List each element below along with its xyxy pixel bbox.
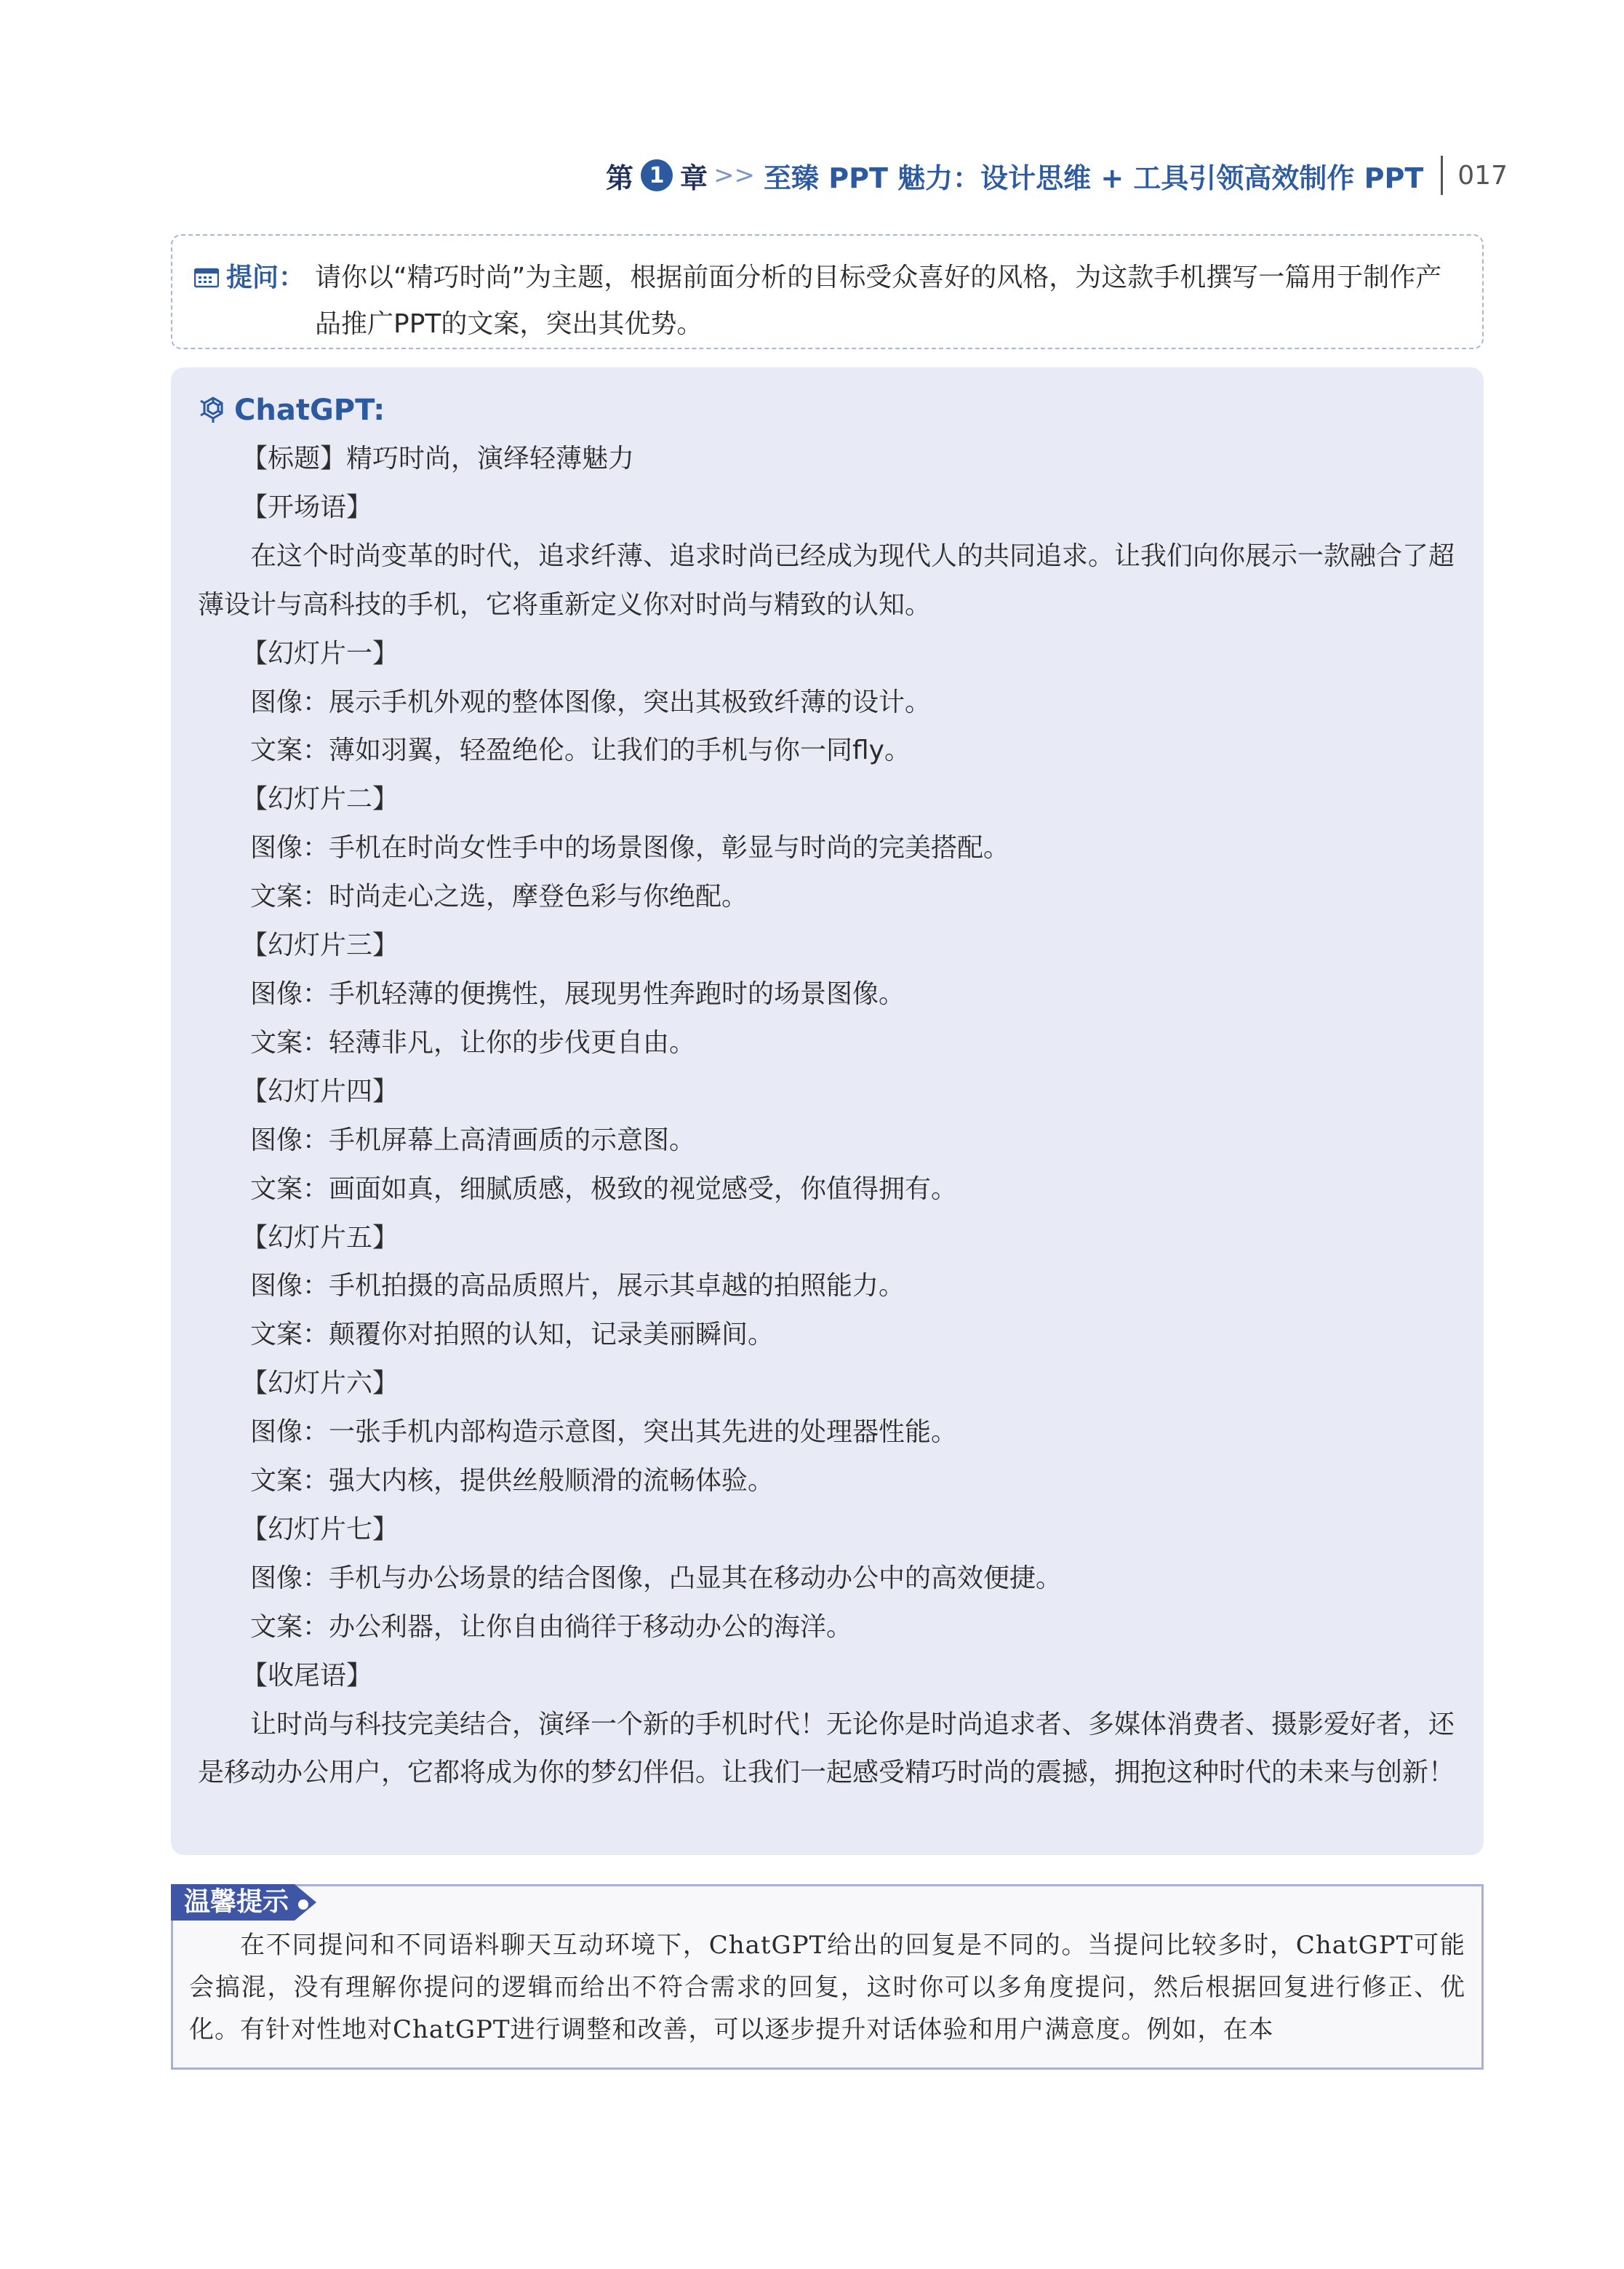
slide-4-copy: 文案：画面如真，细腻质感，极致的视觉感受，你值得拥有。 — [250, 1173, 958, 1204]
slide-5-image: 图像：手机拍摄的高品质照片，展示其卓越的拍照能力。 — [250, 1271, 905, 1301]
closing-heading: 【收尾语】 — [241, 1660, 373, 1691]
slide-1-image: 图像：展示手机外观的整体图像，突出其极致纤薄的设计。 — [250, 687, 932, 717]
tip-box — [171, 1884, 1484, 2070]
keyboard-icon — [194, 267, 219, 289]
slide-6-image: 图像：一张手机内部构造示意图，突出其先进的处理器性能。 — [250, 1417, 958, 1448]
question-box — [171, 234, 1484, 349]
chapter-number-badge: 1 — [641, 159, 673, 191]
slide-1-copy: 文案：薄如羽翼，轻盈绝伦。让我们的手机与你一同fly。 — [250, 735, 911, 766]
question-label — [194, 255, 305, 301]
header-divider — [1441, 156, 1443, 195]
question-text: 请你以“精巧时尚”为主题，根据前面分析的目标受众喜好的风格，为这款手机撰写一篇用于制作产品推广PPT的文案，突出其优势。 — [315, 263, 1442, 339]
slide-6-copy: 文案：强大内核，提供丝般顺滑的流畅体验。 — [250, 1466, 775, 1496]
tip-tag — [171, 1884, 316, 1921]
tip-label: 温馨提示 — [171, 1884, 295, 1921]
closing-paragraph: 让时尚与科技完美结合，演绎一个新的手机时代！无论你是时尚追求者、多媒体消费者、摄影爱好者，还是移动办公用户，它都将成为你的梦幻伴侣。让我们一起感受精巧时尚的震撼，拥抱这种时代的未来与创新！ — [198, 1709, 1455, 1788]
question-label-text: 提问： — [226, 263, 305, 292]
slide-2-copy: 文案：时尚走心之选，摩登色彩与你绝配。 — [250, 882, 748, 912]
slide-3-heading: 【幻灯片三】 — [241, 930, 399, 961]
slide-3-copy: 文案：轻薄非凡，让你的步伐更自由。 — [250, 1027, 696, 1058]
slide-5-copy: 文案：颠覆你对拍照的认知，记录美丽瞬间。 — [250, 1320, 775, 1350]
slide-3-image: 图像：手机轻薄的便携性，展现男性奔跑时的场景图像。 — [250, 978, 905, 1009]
slide-1-heading: 【幻灯片一】 — [241, 638, 399, 669]
slide-7-image: 图像：手机与办公场景的结合图像，凸显其在移动办公中的高效便捷。 — [250, 1563, 1063, 1593]
chapter-title: 至臻 PPT 魅力：设计思维 + 工具引领高效制作 PPT — [764, 161, 1424, 194]
slide-7-heading: 【幻灯片七】 — [241, 1514, 399, 1544]
opening-paragraph: 在这个时尚变革的时代，追求纤薄、追求时尚已经成为现代人的共同追求。让我们向你展示一款融合了超薄设计与高科技的手机，它将重新定义你对时尚与精致的认知。 — [198, 541, 1455, 620]
answer-box — [171, 367, 1484, 1855]
chatgpt-logo-icon — [198, 395, 228, 426]
opening-heading: 【开场语】 — [241, 492, 373, 522]
answer-label-text: ChatGPT: — [234, 393, 385, 427]
page-number: 017 — [1457, 160, 1508, 191]
chapter-suffix: 章 — [680, 161, 708, 194]
answer-title-line: 【标题】精巧时尚，演绎轻薄魅力 — [241, 444, 635, 474]
slide-4-heading: 【幻灯片四】 — [241, 1076, 399, 1106]
running-header — [606, 153, 1508, 198]
slide-4-image: 图像：手机屏幕上高清画质的示意图。 — [250, 1125, 696, 1155]
tip-dot-icon — [298, 1899, 308, 1910]
slide-5-heading: 【幻灯片五】 — [241, 1222, 399, 1253]
slide-7-copy: 文案：办公利器，让你自由徜徉于移动办公的海洋。 — [250, 1611, 853, 1642]
slide-2-heading: 【幻灯片二】 — [241, 784, 399, 815]
tip-text: 在不同提问和不同语料聊天互动环境下，ChatGPT给出的回复是不同的。当提问比较多时，ChatGPT可能会搞混，没有理解你提问的逻辑而给出不符合需求的回复，这时你可以多角度提问，然后根据回复进行修正、优化。有针对性地对ChatGPT进行调整和改善，可以逐步提升对话体验和用户满意度。例如，在本 — [189, 1931, 1465, 2044]
slide-2-image: 图像：手机在时尚女性手中的场景图像，彰显与时尚的完美搭配。 — [250, 833, 1010, 864]
answer-label — [198, 386, 1458, 435]
slide-6-heading: 【幻灯片六】 — [241, 1368, 399, 1399]
chevrons-icon: >> — [713, 161, 756, 190]
chapter-prefix: 第 — [606, 161, 634, 194]
